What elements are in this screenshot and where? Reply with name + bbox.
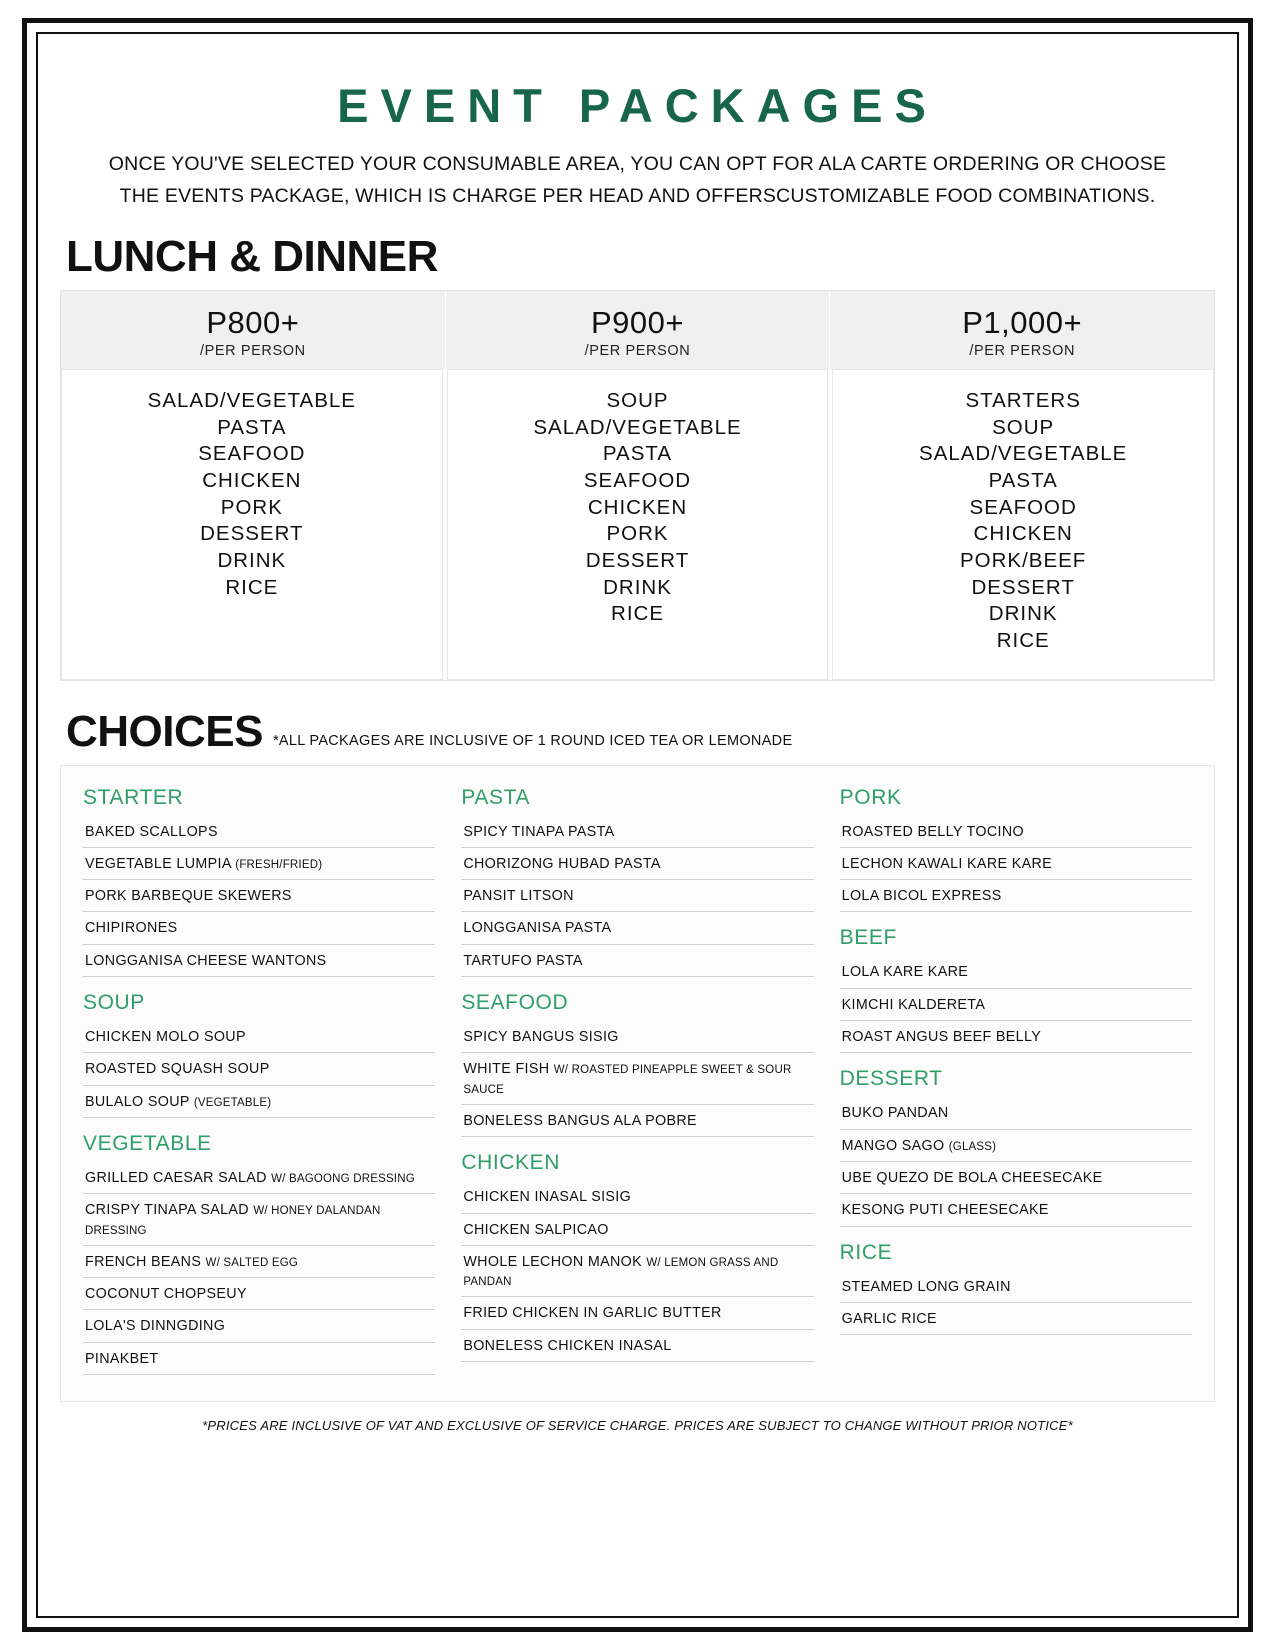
- package-item: DRINK: [603, 575, 672, 599]
- choice-item[interactable]: [83, 1278, 435, 1310]
- package-item: SEAFOOD: [583, 469, 692, 493]
- choice-item[interactable]: [840, 1097, 1192, 1129]
- choice-item-label: PANSIT LITSON: [463, 888, 574, 905]
- package-item: DESSERT: [971, 575, 1075, 599]
- choice-item[interactable]: [840, 848, 1192, 880]
- package-item: RICE: [611, 602, 664, 626]
- choice-item-detail: (GLASS): [948, 1140, 997, 1153]
- choice-item[interactable]: [461, 945, 813, 977]
- package-item: PORK: [606, 522, 669, 546]
- package-price-3: P1,000+: [962, 305, 1083, 341]
- choice-item[interactable]: [840, 1021, 1192, 1053]
- choice-item[interactable]: [461, 816, 813, 848]
- choice-item-label: WHOLE LECHON MANOK: [463, 1253, 647, 1270]
- choices-heading-wrap: [60, 707, 1215, 757]
- choice-item-label: ROASTED SQUASH SOUP: [85, 1061, 270, 1078]
- choice-item-label: TARTUFO PASTA: [463, 952, 583, 969]
- footer-note: *PRICES ARE INCLUSIVE OF VAT AND EXCLUSIVE OF SERVICE CHARGE. PRICES ARE SUBJECT TO CHANGE WITHOUT PRIOR NOTICE*: [202, 1418, 1073, 1434]
- choice-item[interactable]: [83, 1021, 435, 1053]
- package-item: PORK/BEEF: [960, 549, 1087, 572]
- choice-item-label: KESONG PUTI CHEESECAKE: [841, 1202, 1049, 1219]
- choice-item[interactable]: [840, 1303, 1192, 1335]
- package-item: RICE: [996, 628, 1050, 652]
- category-title: CHICKEN: [461, 1151, 561, 1175]
- choice-item[interactable]: [461, 1246, 813, 1298]
- package-items-1: [61, 369, 443, 679]
- choice-item-label: LOLA KARE KARE: [841, 964, 969, 981]
- lunch-dinner-heading: LUNCH & DINNER: [66, 232, 438, 282]
- choices-column-2: [461, 786, 813, 1375]
- choice-item[interactable]: [461, 1330, 813, 1362]
- category-title: SOUP: [83, 991, 145, 1015]
- choice-item-label: UBE QUEZO DE BOLA CHEESECAKE: [841, 1169, 1103, 1186]
- choice-item[interactable]: [83, 816, 435, 848]
- package-item: SALAD/VEGETABLE: [533, 415, 742, 439]
- choice-item[interactable]: [840, 880, 1192, 912]
- package-item: PORK: [220, 495, 283, 519]
- choice-item-label: FRIED CHICKEN IN GARLIC BUTTER: [463, 1305, 722, 1322]
- package-per-2: /PER PERSON: [584, 343, 691, 360]
- package-per-3: /PER PERSON: [969, 343, 1076, 360]
- choice-item-label: BONELESS CHICKEN INASAL: [463, 1337, 672, 1354]
- choice-item-detail: W/ SALTED EGG: [205, 1256, 299, 1269]
- choice-item-label: KIMCHI KALDERETA: [841, 996, 986, 1013]
- category-title: STARTER: [83, 785, 184, 809]
- package-item: SEAFOOD: [969, 495, 1077, 519]
- choice-item-label: LOLA BICOL EXPRESS: [841, 888, 1002, 905]
- choice-item-label: LECHON KAWALI KARE KARE: [841, 855, 1053, 872]
- package-price-1: P800+: [206, 305, 300, 341]
- choice-item[interactable]: [461, 912, 813, 944]
- package-item: SALAD/VEGETABLE: [147, 389, 356, 413]
- category-title: VEGETABLE: [83, 1131, 212, 1155]
- category-title: PORK: [839, 785, 902, 809]
- choice-item[interactable]: [83, 1343, 435, 1375]
- choice-item-detail: W/ BAGOONG DRESSING: [271, 1172, 415, 1185]
- choice-item-detail: W/ ROASTED PINEAPPLE SWEET & SOUR SAUCE: [463, 1064, 792, 1096]
- choice-item[interactable]: [461, 1297, 813, 1329]
- package-item: DESSERT: [585, 549, 690, 572]
- package-item: PASTA: [602, 442, 673, 466]
- choice-item[interactable]: [840, 956, 1192, 988]
- package-item: SALAD/VEGETABLE: [919, 442, 1128, 466]
- packages-table: [60, 290, 1215, 680]
- package-header-2: [445, 291, 830, 369]
- choice-item-label: CRISPY TINAPA SALAD: [85, 1202, 254, 1219]
- choice-item-detail: W/ LEMON GRASS AND PANDAN: [463, 1256, 779, 1289]
- choice-item-label: LONGGANISA CHEESE WANTONS: [85, 952, 327, 969]
- package-price-2: P900+: [591, 305, 685, 341]
- choice-item-label: PINAKBET: [85, 1350, 159, 1367]
- choice-item-label: STEAMED LONG GRAIN: [841, 1278, 1011, 1295]
- choice-item-label: COCONUT CHOPSEUY: [85, 1286, 247, 1303]
- package-item: SOUP: [606, 389, 669, 413]
- choice-item-label: GRILLED CAESAR SALAD: [85, 1169, 272, 1186]
- choice-item-label: PORK BARBEQUE SKEWERS: [85, 888, 292, 905]
- choice-item[interactable]: [83, 1310, 435, 1342]
- choices-column-3: [840, 786, 1192, 1375]
- category-title: RICE: [839, 1240, 893, 1264]
- category-title: SEAFOOD: [461, 991, 569, 1015]
- package-item: DRINK: [988, 602, 1058, 626]
- choice-item-label: SPICY TINAPA PASTA: [463, 823, 615, 840]
- choice-item[interactable]: [461, 1214, 813, 1246]
- choice-item[interactable]: [461, 1181, 813, 1213]
- package-items-3: [832, 369, 1214, 679]
- choice-item-detail: (FRESH/FRIED): [235, 858, 323, 871]
- choice-item-detail: (VEGETABLE): [193, 1096, 272, 1109]
- choice-item-label: ROASTED BELLY TOCINO: [841, 823, 1024, 840]
- choice-item-label: LOLA'S DINNGDING: [85, 1318, 226, 1335]
- choice-item-label: LONGGANISA PASTA: [463, 920, 612, 937]
- choice-item-label: CHICKEN MOLO SOUP: [85, 1029, 246, 1046]
- choices-column-1: [83, 786, 435, 1375]
- choices-box: [60, 765, 1215, 1402]
- choices-heading: CHOICES: [66, 706, 263, 756]
- intro-paragraph: ONCE YOU'VE SELECTED YOUR CONSUMABLE AREA, YOU CAN OPT FOR ALA CARTE ORDERING OR CHOOSE THE EVENTS PACKAGE, WHICH IS CHARGE PER HEAD AND OFFERSCUSTOMIZABLE FOOD COMBINATIONS.: [108, 153, 1167, 207]
- package-item: DESSERT: [200, 522, 304, 546]
- choice-item[interactable]: [461, 880, 813, 912]
- choice-item-label: BONELESS BANGUS ALA POBRE: [463, 1112, 697, 1129]
- choice-item[interactable]: [83, 880, 435, 912]
- package-item: CHICKEN: [587, 495, 688, 519]
- choice-item[interactable]: [840, 1271, 1192, 1303]
- choice-item-label: CHICKEN SALPICAO: [463, 1221, 609, 1238]
- package-item: DRINK: [217, 549, 287, 572]
- choice-item[interactable]: [83, 945, 435, 977]
- choice-item-label: BUKO PANDAN: [841, 1105, 949, 1122]
- choice-item[interactable]: [83, 1086, 435, 1118]
- package-item: PASTA: [988, 469, 1058, 493]
- choice-item-label: CHORIZONG HUBAD PASTA: [463, 855, 661, 872]
- category-title: DESSERT: [839, 1067, 943, 1091]
- choice-item-label: SPICY BANGUS SISIG: [463, 1029, 619, 1046]
- package-per-1: /PER PERSON: [199, 343, 306, 360]
- package-item: STARTERS: [965, 389, 1081, 413]
- page-title: EVENT PACKAGES: [337, 79, 938, 132]
- choice-item-label: FRENCH BEANS: [85, 1253, 206, 1270]
- choice-item[interactable]: [461, 1053, 813, 1105]
- package-item: SEAFOOD: [198, 442, 306, 466]
- choice-item[interactable]: [840, 989, 1192, 1021]
- choice-item[interactable]: [840, 1162, 1192, 1194]
- package-items-2: [447, 369, 829, 679]
- choice-item[interactable]: [83, 912, 435, 944]
- choice-item-label: CHICKEN INASAL SISIG: [463, 1189, 632, 1206]
- choice-item-detail: W/ HONEY DALANDAN DRESSING: [85, 1205, 381, 1237]
- choice-item[interactable]: [83, 1053, 435, 1085]
- packages-header-row: [61, 291, 1214, 369]
- package-item: SOUP: [992, 415, 1055, 439]
- choice-item-label: ROAST ANGUS BEEF BELLY: [841, 1029, 1042, 1046]
- package-header-1: [61, 291, 445, 369]
- choice-item-label: MANGO SAGO: [841, 1137, 949, 1154]
- choice-item[interactable]: [83, 1246, 435, 1278]
- category-title: PASTA: [461, 785, 531, 809]
- choice-item-label: BAKED SCALLOPS: [85, 823, 218, 840]
- choice-item[interactable]: [461, 848, 813, 880]
- package-item: PASTA: [217, 415, 287, 439]
- choice-item[interactable]: [840, 1194, 1192, 1226]
- choice-item-label: BULALO SOUP: [85, 1093, 194, 1110]
- package-item: CHICKEN: [973, 522, 1073, 546]
- choices-note: *ALL PACKAGES ARE INCLUSIVE OF 1 ROUND ICED TEA OR LEMONADE: [272, 732, 793, 749]
- category-title: BEEF: [839, 926, 897, 950]
- choice-item-label: VEGETABLE LUMPIA: [85, 855, 236, 872]
- package-header-3: [829, 291, 1214, 369]
- package-item: CHICKEN: [202, 469, 302, 493]
- choice-item[interactable]: [840, 816, 1192, 848]
- choice-item[interactable]: [840, 1130, 1192, 1162]
- choice-item[interactable]: [83, 848, 435, 880]
- page-content: [60, 56, 1215, 1594]
- choice-item-label: GARLIC RICE: [841, 1310, 937, 1327]
- choice-item[interactable]: [83, 1162, 435, 1194]
- packages-body-row: [61, 369, 1214, 679]
- package-item: RICE: [225, 575, 279, 599]
- choice-item[interactable]: [461, 1105, 813, 1137]
- choice-item-label: CHIPIRONES: [85, 920, 178, 937]
- choice-item-label: WHITE FISH: [463, 1061, 554, 1078]
- choice-item[interactable]: [83, 1194, 435, 1246]
- choice-item[interactable]: [461, 1021, 813, 1053]
